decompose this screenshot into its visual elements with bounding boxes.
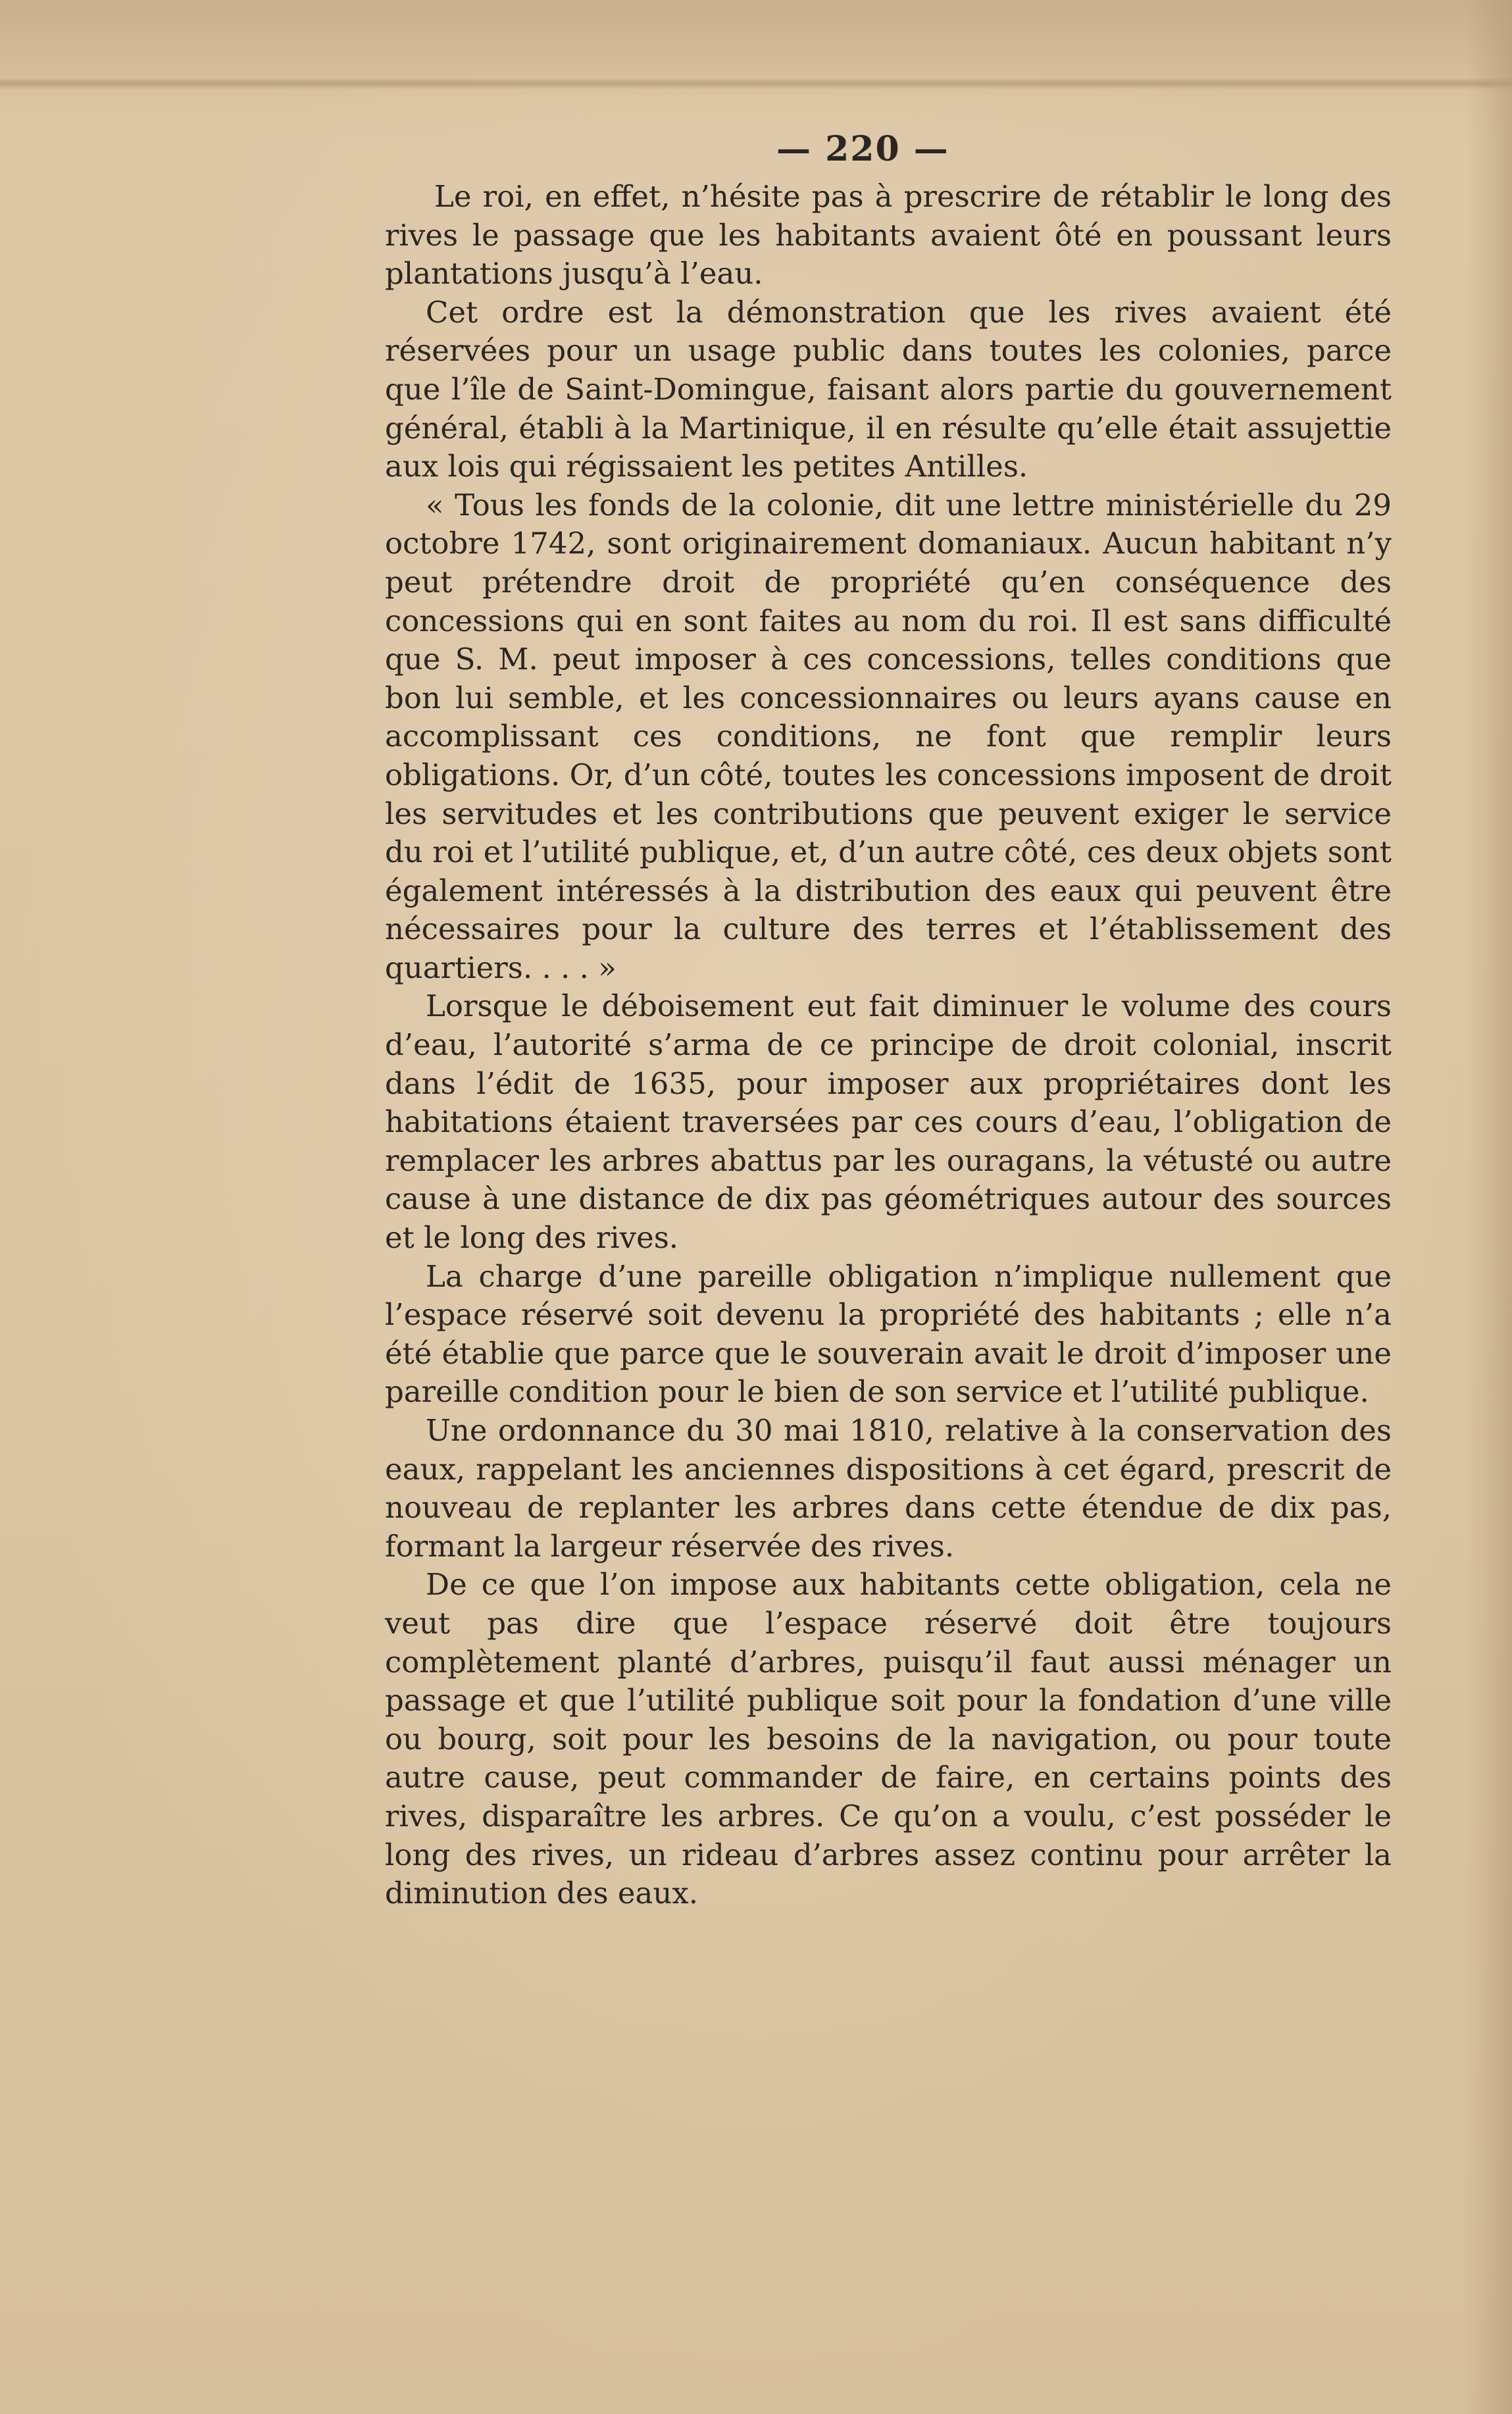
paragraph-1: Le roi, en effet, n’hésite pas à prescrire de rétablir le long des rives le passage que les habitants avaient ôté en poussant leurs plantations jusqu’à l’eau.: [385, 179, 1392, 292]
page-number: — 220 —: [776, 129, 949, 169]
page-fold-line: [0, 78, 1512, 90]
paragraph-6: Une ordonnance du 30 mai 1810, relative à la conservation des eaux, rappelant les anciennes dispositions à cet égard, prescrit de nouveau de replanter les arbres dans cette étendue de dix pas, formant la largeur réservée des rives.: [385, 1413, 1392, 1564]
paragraph-7: De ce que l’on impose aux habitants cette obligation, cela ne veut pas dire que l’espace réservé doit être toujours complètement planté d’arbres, puisqu’il faut aussi ménager un passage et que l’utilité publique soit pour la fondation d’une ville ou bourg, soit pour les besoins de la navigation, ou pour toute autre cause, peut commander de faire, en certains points des rives, disparaître les arbres. Ce qu’on a voulu, c’est posséder le long des rives, un rideau d’arbres assez continu pour arrêter la diminution des eaux.: [385, 1567, 1392, 1911]
paragraph-5: La charge d’une pareille obligation n’implique nullement que l’espace réservé soit devenu la propriété des habitants ; elle n’a été établie que parce que le souverain avait le droit d’imposer une pareille condition pour le bien de son service et l’utilité publique.: [385, 1258, 1392, 1410]
body-text: [385, 178, 1392, 1913]
paragraph-3: « Tous les fonds de la colonie, dit une lettre ministérielle du 29 octobre 1742, sont originairement domaniaux. Aucun habitant n’y peut prétendre droit de propriété qu’en conséquence des concessions qui en sont faites au nom du roi. Il est sans difficulté que S. M. peut imposer à ces concessions, telles conditions que bon lui semble, et les concessionnaires ou leurs ayans cause en accomplissant ces conditions, ne font que remplir leurs obligations. Or, d’un côté, toutes les concessions imposent de droit les servitudes et les contributions que peuvent exiger le service du roi et l’utilité publique, et, d’un autre côté, ces deux objets sont également intéressés à la distribution des eaux qui peuvent être nécessaires pour la culture des terres et l’établissement des quartiers. . . . »: [385, 487, 1392, 985]
page-right-edge-shadow: [1466, 0, 1512, 2414]
paragraph-4: Lorsque le déboisement eut fait diminuer le volume des cours d’eau, l’autorité s’arma de ce principe de droit colonial, inscrit dans l’édit de 1635, pour imposer aux propriétaires dont les habitations étaient traversées par ces cours d’eau, l’obligation de remplacer les arbres abattus par les ouragans, la vétusté ou autre cause à une distance de dix pas géométriques autour des sources et le long des rives.: [385, 989, 1392, 1256]
paragraph-2: Cet ordre est la démonstration que les rives avaient été réservées pour un usage public dans toutes les colonies, parce que l’île de Saint-Domingue, faisant alors partie du gouvernement général, établi à la Martinique, il en résulte qu’elle était assujettie aux lois qui régissaient les petites Antilles.: [385, 294, 1392, 484]
